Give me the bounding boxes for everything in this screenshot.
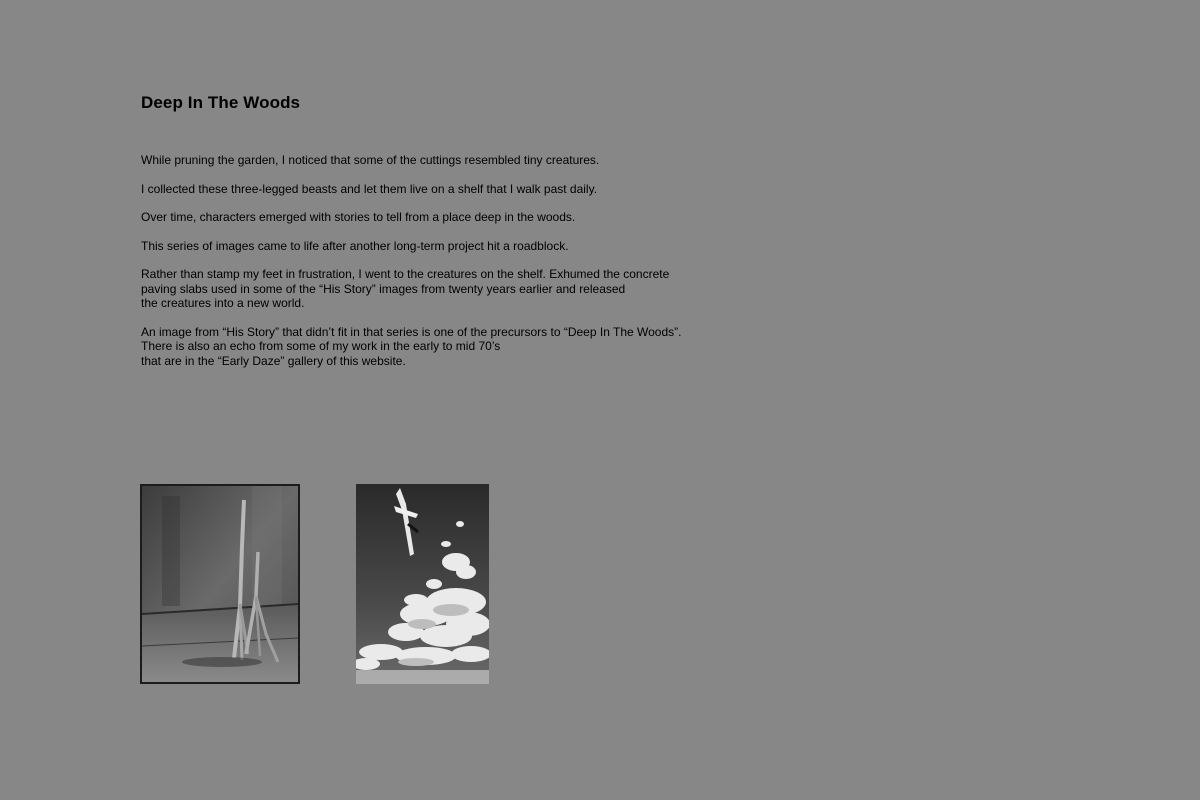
airplane-sky-photo (356, 484, 489, 684)
gallery-thumbnail-creatures[interactable] (140, 484, 300, 684)
twig-creatures-photo (142, 486, 298, 682)
paragraph: This series of images came to life after another long-term project hit a roadblock. (141, 238, 569, 253)
page-title: Deep In The Woods (141, 93, 301, 112)
paragraph: While pruning the garden, I noticed that some of the cuttings resembled tiny creatures. (141, 153, 600, 167)
paragraph: Rather than stamp my feet in frustration, I went to the creatures on the shelf. Exhumed the concrete paving slabs used in some of the “His Story” images from twenty years earlier and released the creatures into a new world. (141, 267, 670, 310)
description-text (141, 153, 761, 382)
paragraph: Over time, characters emerged with stories to tell from a place deep in the woods. (141, 210, 576, 224)
paragraph: I collected these three-legged beasts and let them live on a shelf that I walk past daily. (141, 181, 598, 196)
gallery-thumbnail-airplane[interactable] (356, 484, 489, 684)
paragraph: An image from “His Story” that didn’t fit in that series is one of the precursors to “Deep In The Woods”. There is also an echo from some of my work in the early to mid 70’s that are in the “Early Daze” gallery of this website. (141, 324, 682, 368)
